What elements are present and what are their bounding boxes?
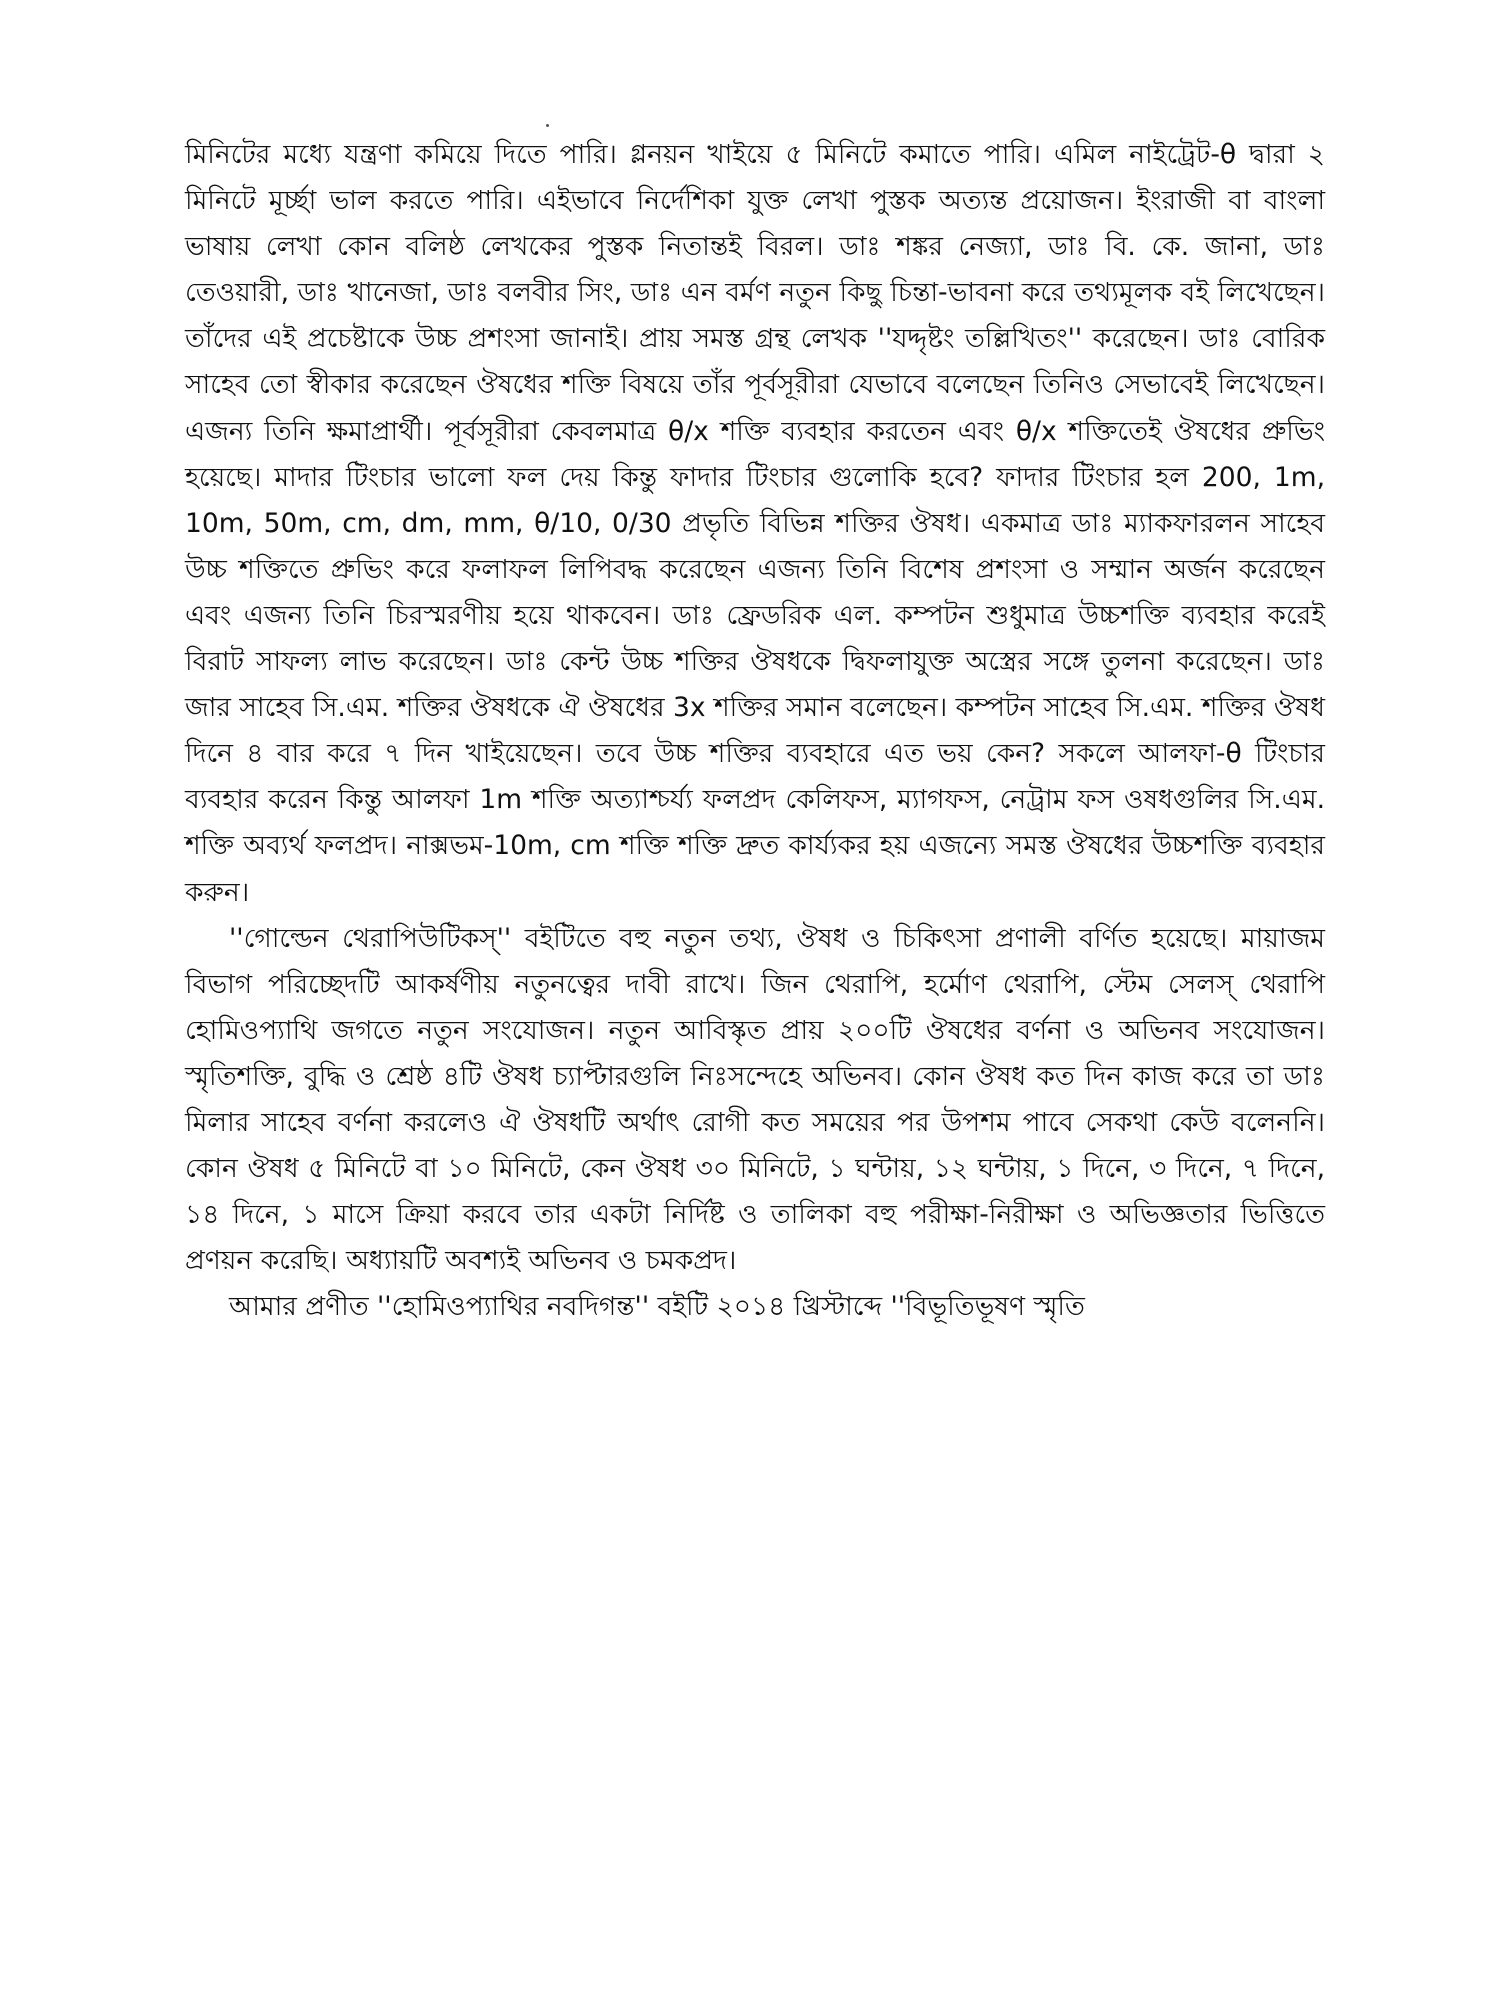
- scan-speck: [546, 124, 549, 127]
- body-text: [185, 132, 1325, 1330]
- paragraph-1: মিনিটের মধ্যে যন্ত্রণা কমিয়ে দিতে পারি। গ্লনয়ন খাইয়ে ৫ মিনিটে কমাতে পারি। এমিল নাইট্রেট-θ দ্বারা ২ মিনিটে মূর্চ্ছা ভাল করতে পারি। এইভাবে নির্দেশিকা যুক্ত লেখা পুস্তক অত্যন্ত প্রয়োজন। ইংরাজী বা বাংলা ভাষায় লেখা কোন বলিষ্ঠ লেখকের পুস্তক নিতান্তই বিরল। ডাঃ শঙ্কর নেজ্যা, ডাঃ বি. কে. জানা, ডাঃ তেওয়ারী, ডাঃ খানেজা, ডাঃ বলবীর সিং, ডাঃ এন বর্মণ নতুন কিছু চিন্তা-ভাবনা করে তথ্যমূলক বই লিখেছেন। তাঁদের এই প্রচেষ্টাকে উচ্চ প্রশংসা জানাই। প্রায় সমস্ত গ্রন্থ লেখক ''যদ্দৃষ্টং তল্লিখিতং'' করেছেন। ডাঃ বোরিক সাহেব তো স্বীকার করেছেন ঔষধের শক্তি বিষয়ে তাঁর পূর্বসূরীরা যেভাবে বলেছেন তিনিও সেভাবেই লিখেছেন। এজন্য তিনি ক্ষমাপ্রার্থী। পূর্বসূরীরা কেবলমাত্র θ/x শক্তি ব্যবহার করতেন এবং θ/x শক্তিতেই ঔষধের প্রুভিং হয়েছে। মাদার টিংচার ভালো ফল দেয় কিন্তু ফাদার টিংচার গুলোকি হবে? ফাদার টিংচার হল 200, 1m, 10m, 50m, cm, dm, mm, θ/10, 0/30 প্রভৃতি বিভিন্ন শক্তির ঔষধ। একমাত্র ডাঃ ম্যাকফারলন সাহেব উচ্চ শক্তিতে প্রুভিং করে ফলাফল লিপিবদ্ধ করেছেন এজন্য তিনি বিশেষ প্রশংসা ও সম্মান অর্জন করেছেন এবং এজন্য তিনি চিরস্মরণীয় হয়ে থাকবেন। ডাঃ ফ্রেডরিক এল. কম্পটন শুধুমাত্র উচ্চশক্তি ব্যবহার করেই বিরাট সাফল্য লাভ করেছেন। ডাঃ কেন্ট উচ্চ শক্তির ঔষধকে দ্বিফলাযুক্ত অস্ত্রের সঙ্গে তুলনা করেছেন। ডাঃ জার সাহেব সি.এম. শক্তির ঔষধকে ঐ ঔষধের 3x শক্তির সমান বলেছেন। কম্পটন সাহেব সি.এম. শক্তির ঔষধ দিনে ৪ বার করে ৭ দিন খাইয়েছেন। তবে উচ্চ শক্তির ব্যবহারে এত ভয় কেন? সকলে আলফা-θ টিংচার ব্যবহার করেন কিন্তু আলফা 1m শক্তি অত্যাশ্চর্য্য ফলপ্রদ কেলিফস, ম্যাগফস, নেট্রাম ফস ওষধগুলির সি.এম. শক্তি অব্যর্থ ফলপ্রদ। নাক্সভম-10m, cm শক্তি শক্তি দ্রুত কার্য্যকর হয় এজন্যে সমস্ত ঔষধের উচ্চশক্তি ব্যবহার করুন।: [185, 139, 1325, 908]
- paragraph-3: আমার প্রণীত ''হোমিওপ্যাথির নবদিগন্ত'' বইটি ২০১৪ খ্রিস্টাব্দে ''বিভূতিভূষণ স্মৃতি: [229, 1291, 1085, 1323]
- paragraph-2: ''গোল্ডেন থেরাপিউটিকস্'' বইটিতে বহু নতুন তথ্য, ঔষধ ও চিকিৎসা প্রণালী বর্ণিত হয়েছে। মায়াজম বিভাগ পরিচ্ছেদটি আকর্ষণীয় নতুনত্বের দাবী রাখে। জিন থেরাপি, হর্মোণ থেরাপি, স্টেম সেলস্ থেরাপি হোমিওপ্যাথি জগতে নতুন সংযোজন। নতুন আবিস্কৃত প্রায় ২০০টি ঔষধের বর্ণনা ও অভিনব সংযোজন। স্মৃতিশক্তি, বুদ্ধি ও শ্রেষ্ঠ ৪টি ঔষধ চ্যাপ্টারগুলি নিঃসন্দেহে অভিনব। কোন ঔষধ কত দিন কাজ করে তা ডাঃ মিলার সাহেব বর্ণনা করলেও ঐ ঔষধটি অর্থাৎ রোগী কত সময়ের পর উপশম পাবে সেকথা কেউ বলেননি। কোন ঔষধ ৫ মিনিটে বা ১০ মিনিটে, কেন ঔষধ ৩০ মিনিটে, ১ ঘন্টায়, ১২ ঘন্টায়, ১ দিনে, ৩ দিনে, ৭ দিনে, ১৪ দিনে, ১ মাসে ক্রিয়া করবে তার একটা নির্দিষ্ট ও তালিকা বহু পরীক্ষা-নিরীক্ষা ও অভিজ্ঞতার ভিত্তিতে প্রণয়ন করেছি। অধ্যায়টি অবশ্যই অভিনব ও চমকপ্রদ।: [185, 922, 1325, 1277]
